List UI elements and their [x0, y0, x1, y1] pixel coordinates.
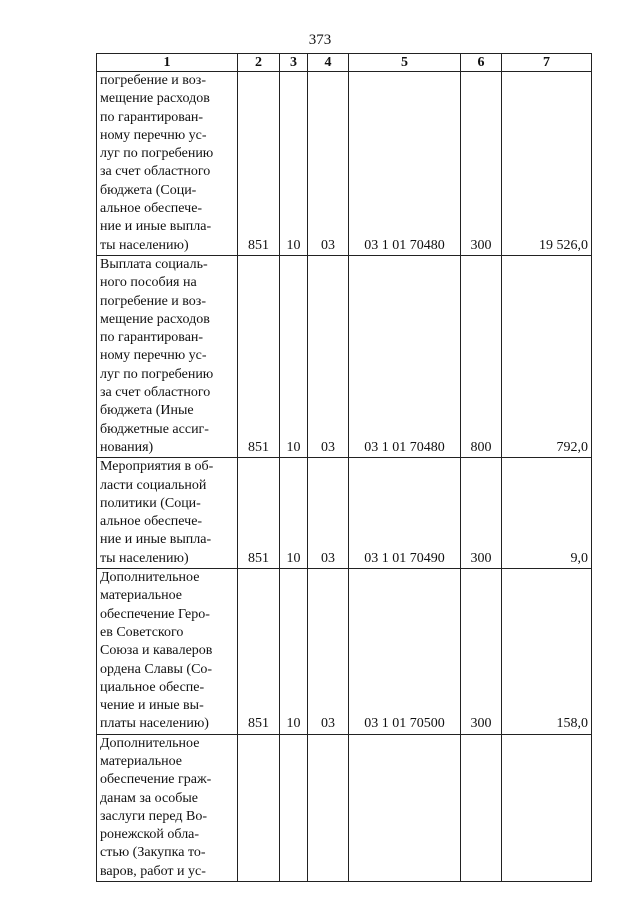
item-name-line: луг по погребению [100, 366, 214, 382]
target-article-cell: 03 1 01 70480 [349, 72, 461, 256]
page-number: 373 [308, 32, 332, 48]
item-name-line: Мероприятия в об- [100, 459, 214, 475]
item-name-line: альное обеспече- [100, 514, 203, 530]
target-article-cell [349, 734, 461, 881]
item-name-line: альное обеспече- [100, 201, 203, 217]
item-name-line: Дополнительное [100, 570, 200, 586]
item-name-line: материальное [100, 753, 183, 769]
item-name-line: мещение расходов [100, 311, 210, 327]
item-name-line: бюджетные ассиг- [100, 421, 209, 437]
table-header [97, 54, 592, 72]
code-chapter-cell: 851 [238, 458, 280, 569]
item-name-cell [97, 255, 238, 457]
item-name-line: варов, работ и ус- [100, 863, 206, 879]
table-row [97, 255, 592, 457]
item-name-line: мещение расходов [100, 91, 210, 107]
item-name-line: погребение и воз- [100, 293, 206, 309]
expense-type-cell: 300 [461, 72, 502, 256]
item-name-line: ному перечню ус- [100, 127, 207, 143]
expense-type-cell: 800 [461, 255, 502, 457]
item-name-line: обеспечение Геро- [100, 606, 210, 622]
item-name-line: по гарантирован- [100, 109, 204, 125]
header-col-7: 7 [502, 54, 592, 72]
item-name-cell [97, 734, 238, 881]
budget-table [96, 53, 592, 882]
code-section-cell: 10 [280, 255, 308, 457]
item-name-line: ты населению) [100, 237, 189, 253]
item-name-line: ние и иные выпла- [100, 532, 212, 548]
target-article-cell: 03 1 01 70480 [349, 255, 461, 457]
header-col-4: 4 [308, 54, 349, 72]
amount-cell: 9,0 [502, 458, 592, 569]
item-name-cell [97, 569, 238, 735]
item-name-line: ордена Славы (Со- [100, 661, 213, 677]
amount-cell: 19 526,0 [502, 72, 592, 256]
item-name-line: стью (Закупка то- [100, 845, 206, 861]
item-name-line: политики (Соци- [100, 495, 201, 511]
code-chapter-cell: 851 [238, 255, 280, 457]
item-name-line: нования) [100, 439, 154, 455]
code-section-cell: 10 [280, 458, 308, 569]
item-name-line: циальное обеспе- [100, 679, 205, 695]
item-name-line: за счет областного [100, 164, 211, 180]
table-row [97, 569, 592, 735]
item-name-line: луг по погребению [100, 146, 214, 162]
item-name-line: погребение и воз- [100, 73, 206, 88]
item-name-line: заслуги перед Во- [100, 808, 208, 824]
item-name-cell [97, 458, 238, 569]
code-chapter-cell: 851 [238, 569, 280, 735]
item-name-line: ние и иные выпла- [100, 219, 212, 235]
item-name-line: ного пособия на [100, 275, 197, 291]
code-section-cell: 10 [280, 72, 308, 256]
amount-cell: 158,0 [502, 569, 592, 735]
header-row [97, 54, 592, 72]
item-name-line: бюджета (Соци- [100, 182, 197, 198]
target-article-cell: 03 1 01 70500 [349, 569, 461, 735]
item-name-line: ев Советского [100, 624, 184, 640]
amount-cell: 792,0 [502, 255, 592, 457]
code-subsection-cell: 03 [308, 458, 349, 569]
item-name-line: ронежской обла- [100, 827, 200, 843]
table-row [97, 72, 592, 256]
header-col-2: 2 [238, 54, 280, 72]
target-article-cell: 03 1 01 70490 [349, 458, 461, 569]
code-chapter-cell [238, 734, 280, 881]
header-col-6: 6 [461, 54, 502, 72]
header-col-5: 5 [349, 54, 461, 72]
item-name-line: бюджета (Иные [100, 403, 194, 419]
table-row [97, 734, 592, 881]
item-name-line: чение и иные вы- [100, 698, 204, 714]
header-col-3: 3 [280, 54, 308, 72]
item-name-line: ному перечню ус- [100, 348, 207, 364]
code-section-cell [280, 734, 308, 881]
expense-type-cell: 300 [461, 458, 502, 569]
item-name-line: Дополнительное [100, 735, 200, 751]
item-name-line: Союза и кавалеров [100, 643, 213, 659]
code-chapter-cell: 851 [238, 72, 280, 256]
code-subsection-cell: 03 [308, 569, 349, 735]
expense-type-cell: 300 [461, 569, 502, 735]
item-name-line: данам за особые [100, 790, 198, 806]
item-name-line: обеспечение граж- [100, 772, 212, 788]
table-body [97, 72, 592, 882]
item-name-cell [97, 72, 238, 256]
code-subsection-cell: 03 [308, 72, 349, 256]
expense-type-cell [461, 734, 502, 881]
code-section-cell: 10 [280, 569, 308, 735]
item-name-line: ты населению) [100, 550, 189, 566]
code-subsection-cell [308, 734, 349, 881]
item-name-line: по гарантирован- [100, 330, 204, 346]
header-col-1: 1 [97, 54, 238, 72]
amount-cell [502, 734, 592, 881]
item-name-line: платы населению) [100, 716, 209, 732]
table-row [97, 458, 592, 569]
item-name-line: Выплата социаль- [100, 256, 208, 272]
item-name-line: ласти социальной [100, 477, 207, 493]
item-name-line: материальное [100, 588, 183, 604]
item-name-line: за счет областного [100, 385, 211, 401]
code-subsection-cell: 03 [308, 255, 349, 457]
